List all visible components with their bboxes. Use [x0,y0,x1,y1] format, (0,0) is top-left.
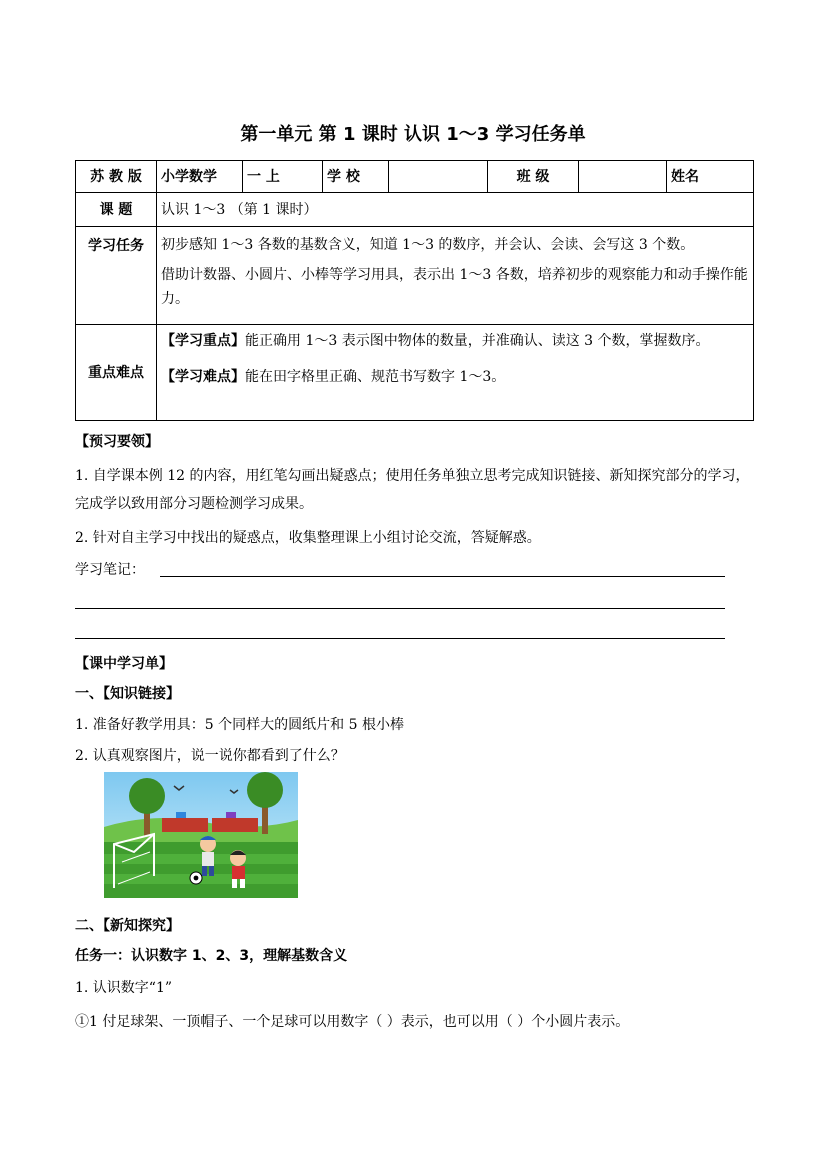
link-item-2: 2. 认真观察图片，说一说你都看到了什么？ [75,748,345,764]
section-knowledge-link: 一、【知识链接】 [75,686,180,702]
key-point-head: 【学习重点】 [161,333,245,349]
soccer-ball-icon [190,872,202,884]
key-content [157,325,754,421]
task-item: 初步感知 1～3 各数的基数含义，知道 1～3 的数序，并会认、会读、会写这 3 个数。 [161,237,695,253]
recognize-one-heading: 1. 认识数字“1” [75,980,173,996]
in-class-heading: 【课中学习单】 [75,656,173,672]
section-new-knowledge: 二、【新知探究】 [75,918,180,934]
preview-heading: 【预习要领】 [75,434,159,450]
link-item-1: 1. 准备好教学用具：5 个同样大的圆纸片和 5 根小棒 [75,717,404,733]
question-1: ①1 付足球架、一顶帽子、一个足球可以用数字（ ）表示，也可以用（ ）个小圆片表示。 [75,1014,630,1030]
notes-label: 学习笔记： [75,562,145,578]
topic-value: 认识 1～3 （第 1 课时） [157,193,754,227]
key-label: 重点难点 [76,325,157,421]
soccer-scene-image [104,772,298,898]
info-table [75,160,754,421]
task-item: 借助计数器、小圆片、小棒等学习用具，表示出 1～3 各数，培养初步的观察能力和动手操作能力。 [161,267,748,307]
task-content [157,227,754,325]
key-point-text: 能正确用 1～3 表示图中物体的数量，并准确认、读这 3 个数，掌握数序。 [245,333,710,349]
key-point [161,329,749,353]
difficulty-text: 能在田字格里正确、规范书写数字 1～3。 [245,369,506,385]
grade-cell: 一 上 [243,161,323,193]
topic-label: 课 题 [76,193,157,227]
preview-item-2: 2. 针对自主学习中找出的疑惑点，收集整理课上小组讨论交流，答疑解惑。 [75,530,541,546]
notes-line[interactable] [75,608,725,609]
class-field[interactable] [579,161,667,193]
task-one-title: 任务一：认识数字 1、2、3，理解基数含义 [75,948,348,964]
page-title: 第一单元 第 1 课时 认识 1～3 学习任务单 [240,124,586,145]
notes-line[interactable] [160,576,725,577]
publisher-cell: 苏 教 版 [76,161,157,193]
difficulty-point [161,365,749,389]
class-label: 班 级 [488,161,579,193]
task-label: 学习任务 [76,227,157,325]
subject-cell: 小学数学 [157,161,243,193]
school-label: 学 校 [323,161,389,193]
notes-line[interactable] [75,638,725,639]
name-label: 姓名 [667,161,754,193]
difficulty-head: 【学习难点】 [161,369,245,385]
preview-item-1: 1. 自学课本例 12 的内容，用红笔勾画出疑惑点；使用任务单独立思考完成知识链接、新知探究部分的学习，完成学以致用部分习题检测学习成果。 [75,468,750,512]
school-field[interactable] [389,161,488,193]
